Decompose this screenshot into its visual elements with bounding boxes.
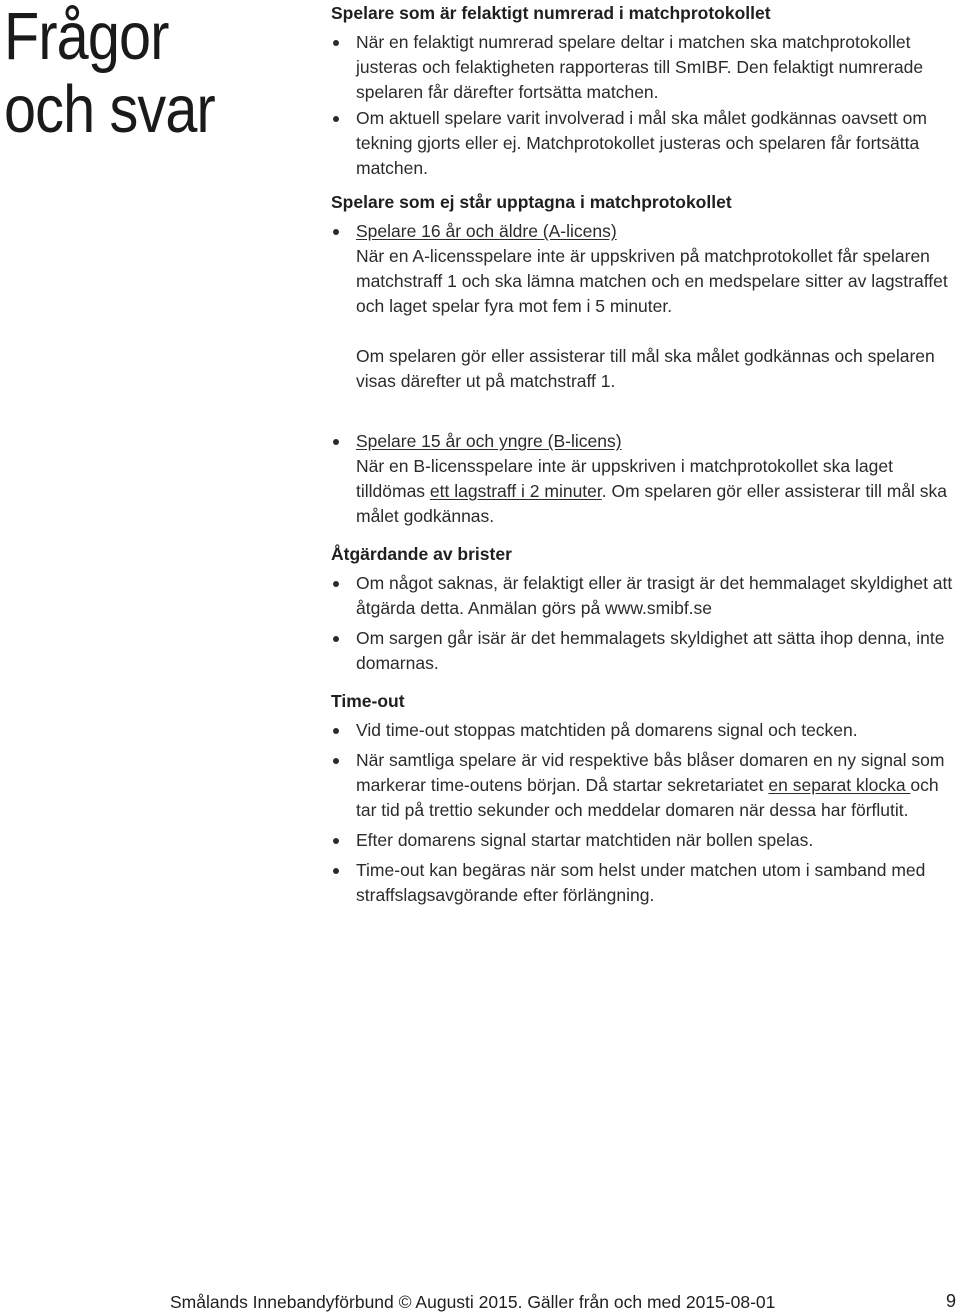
bullet-list xyxy=(331,219,956,529)
section-unlisted-player xyxy=(331,190,956,529)
a-license-paragraph: När en A-licensspelare inte är uppskriven på matchprotokollet får spelaren matchstraff 1 och ska lämna matchen och en medspelare sitter av lagstraffet och laget spelar fyra mot fem i 5 minuter. xyxy=(356,246,948,316)
timeout-text-before: När samtliga spelare är vid respektive bås blåser domaren en ny signal som markerar time-outens början. Då startar sekretariatet xyxy=(356,750,945,795)
list-item: Om något saknas, är felaktigt eller är trasigt är det hemmalaget skyldighet att åtgärda detta. Anmälan görs på www.smibf.se xyxy=(331,571,956,621)
bullet-list xyxy=(331,30,956,181)
section-misnumbered-player xyxy=(331,1,956,181)
separate-clock-link: en separat klocka xyxy=(768,775,911,795)
list-item: Vid time-out stoppas matchtiden på domarens signal och tecken. xyxy=(331,718,956,743)
a-license-title: Spelare 16 år och äldre (A-licens) xyxy=(356,221,617,241)
team-penalty-link: ett lagstraff i 2 minuter xyxy=(429,481,602,501)
list-item: Efter domarens signal startar matchtiden när bollen spelas. xyxy=(331,828,956,853)
timeout-text-after: och tar tid på trettio sekunder och meddelar domaren när dessa har förflutit. xyxy=(356,775,939,820)
list-item-b-license xyxy=(331,429,956,529)
bullet-list xyxy=(331,718,956,908)
section-heading: Spelare som är felaktigt numrerad i matchprotokollet xyxy=(331,3,771,23)
section-heading: Åtgärdande av brister xyxy=(331,544,512,564)
list-item: När en felaktigt numrerad spelare deltar i matchen ska matchprotokollet justeras och felaktigheten rapporteras till SmIBF. Den felaktigt numrerade spelaren får därefter fortsätta matchen. xyxy=(331,30,956,105)
list-item-a-license xyxy=(331,219,956,394)
main-content xyxy=(331,1,956,908)
list-item: Time-out kan begäras när som helst under matchen utom i samband med straffslagsavgörande efter förlängning. xyxy=(331,858,956,908)
section-heading: Spelare som ej står upptagna i matchprotokollet xyxy=(331,192,732,212)
page-title xyxy=(4,0,215,146)
section-heading: Time-out xyxy=(331,691,405,711)
a-license-goal-paragraph: Om spelaren gör eller assisterar till mål ska målet godkännas och spelaren visas därefter ut på matchstraff 1. xyxy=(356,346,935,391)
page-title-line-2: och svar xyxy=(4,72,215,147)
footer-text: Smålands Innebandyförbund © Augusti 2015. Gäller från och med 2015-08-01 xyxy=(170,1292,776,1312)
b-license-text-after: . Om spelaren gör eller assisterar till mål ska målet godkännas. xyxy=(356,481,948,526)
list-item xyxy=(331,748,956,823)
b-license-paragraph xyxy=(356,454,956,529)
paragraph-spacer xyxy=(356,319,956,344)
list-item: Om aktuell spelare varit involverad i mål ska målet godkännas oavsett om tekning gjorts eller ej. Matchprotokollet justeras och spelaren får fortsätta matchen. xyxy=(331,106,956,181)
list-item: Om sargen går isär är det hemmalagets skyldighet att sätta ihop denna, inte domarnas. xyxy=(331,626,956,676)
bullet-list xyxy=(331,571,956,676)
b-license-title: Spelare 15 år och yngre (B-licens) xyxy=(356,431,622,451)
b-license-text-before: När en B-licensspelare inte är uppskriven i matchprotokollet ska laget tilldömas xyxy=(356,456,893,501)
section-time-out xyxy=(331,689,956,908)
section-fixing-defects xyxy=(331,542,956,676)
page-title-line-1: Frågor xyxy=(4,0,169,74)
page-number: 9 xyxy=(945,1291,956,1311)
